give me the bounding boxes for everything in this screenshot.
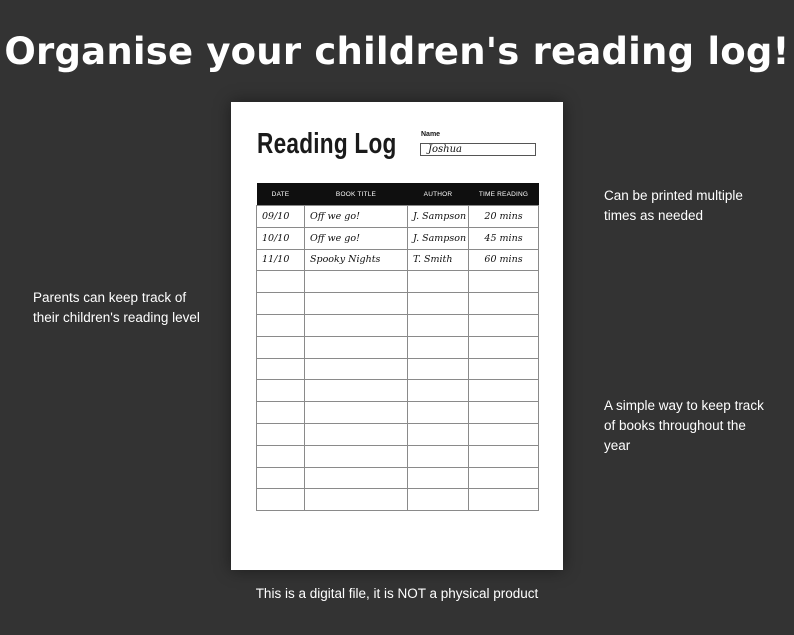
cell-date	[257, 467, 305, 489]
cell-time-reading	[469, 336, 539, 358]
cell-book-title	[305, 314, 408, 336]
table-row	[257, 467, 539, 489]
name-label: Name	[421, 131, 441, 138]
cell-date	[257, 358, 305, 380]
cell-date	[257, 314, 305, 336]
table-header-row	[257, 183, 539, 206]
note-printable: Can be printed multiple times as needed	[604, 188, 743, 223]
cell-time-reading	[469, 380, 539, 402]
reading-log-sheet	[231, 102, 563, 570]
cell-time-reading	[469, 402, 539, 424]
table-row	[257, 358, 539, 380]
cell-date	[257, 336, 305, 358]
cell-book-title	[305, 445, 408, 467]
cell-book-title: Off we go!	[305, 206, 408, 228]
sheet-title: Reading Log	[257, 128, 397, 160]
cell-book-title	[305, 402, 408, 424]
cell-time-reading	[469, 445, 539, 467]
cell-date	[257, 380, 305, 402]
cell-date	[257, 445, 305, 467]
table-row	[257, 423, 539, 445]
cell-date	[257, 271, 305, 293]
cell-time-reading: 45 mins	[469, 227, 539, 249]
cell-author	[408, 358, 469, 380]
column-header-date: DATE	[257, 183, 305, 206]
cell-author	[408, 271, 469, 293]
name-field: Joshua	[420, 143, 536, 156]
cell-author	[408, 445, 469, 467]
cell-date: 11/10	[257, 249, 305, 271]
column-header-book-title: BOOK TITLE	[305, 183, 408, 206]
cell-time-reading	[469, 293, 539, 315]
cell-author	[408, 293, 469, 315]
cell-date: 10/10	[257, 227, 305, 249]
cell-date	[257, 423, 305, 445]
table-row	[257, 445, 539, 467]
note-track-reading-level: Parents can keep track of their children's reading level	[33, 290, 200, 325]
column-header-author: AUTHOR	[408, 183, 469, 206]
cell-time-reading	[469, 271, 539, 293]
reading-log-table	[256, 183, 539, 511]
cell-author	[408, 489, 469, 511]
cell-date	[257, 489, 305, 511]
table-row	[257, 249, 539, 271]
table-row	[257, 314, 539, 336]
cell-book-title	[305, 423, 408, 445]
table-row	[257, 489, 539, 511]
headline: Organise your children's reading log!	[4, 30, 790, 73]
digital-file-disclaimer: This is a digital file, it is NOT a physical product	[255, 586, 539, 601]
cell-time-reading	[469, 489, 539, 511]
cell-book-title	[305, 489, 408, 511]
cell-author: T. Smith	[408, 249, 469, 271]
note-track-books: A simple way to keep track of books throughout the year	[604, 398, 764, 453]
cell-book-title	[305, 271, 408, 293]
cell-time-reading	[469, 358, 539, 380]
table-row	[257, 227, 539, 249]
cell-time-reading: 60 mins	[469, 249, 539, 271]
cell-time-reading	[469, 467, 539, 489]
table-row	[257, 293, 539, 315]
cell-book-title	[305, 293, 408, 315]
table-row	[257, 380, 539, 402]
cell-book-title	[305, 336, 408, 358]
cell-author	[408, 336, 469, 358]
cell-time-reading: 20 mins	[469, 206, 539, 228]
cell-author	[408, 314, 469, 336]
table-row	[257, 271, 539, 293]
cell-date: 09/10	[257, 206, 305, 228]
cell-author: J. Sampson	[408, 227, 469, 249]
cell-book-title	[305, 467, 408, 489]
table-row	[257, 336, 539, 358]
cell-author	[408, 402, 469, 424]
table-body	[257, 206, 539, 511]
cell-book-title	[305, 380, 408, 402]
cell-author	[408, 467, 469, 489]
table-row	[257, 402, 539, 424]
cell-book-title	[305, 358, 408, 380]
cell-book-title: Spooky Nights	[305, 249, 408, 271]
column-header-time-reading: TIME READING	[469, 183, 539, 206]
cell-date	[257, 402, 305, 424]
cell-author: J. Sampson	[408, 206, 469, 228]
cell-time-reading	[469, 314, 539, 336]
cell-book-title: Off we go!	[305, 227, 408, 249]
cell-time-reading	[469, 423, 539, 445]
cell-date	[257, 293, 305, 315]
table-row	[257, 206, 539, 228]
cell-author	[408, 423, 469, 445]
cell-author	[408, 380, 469, 402]
